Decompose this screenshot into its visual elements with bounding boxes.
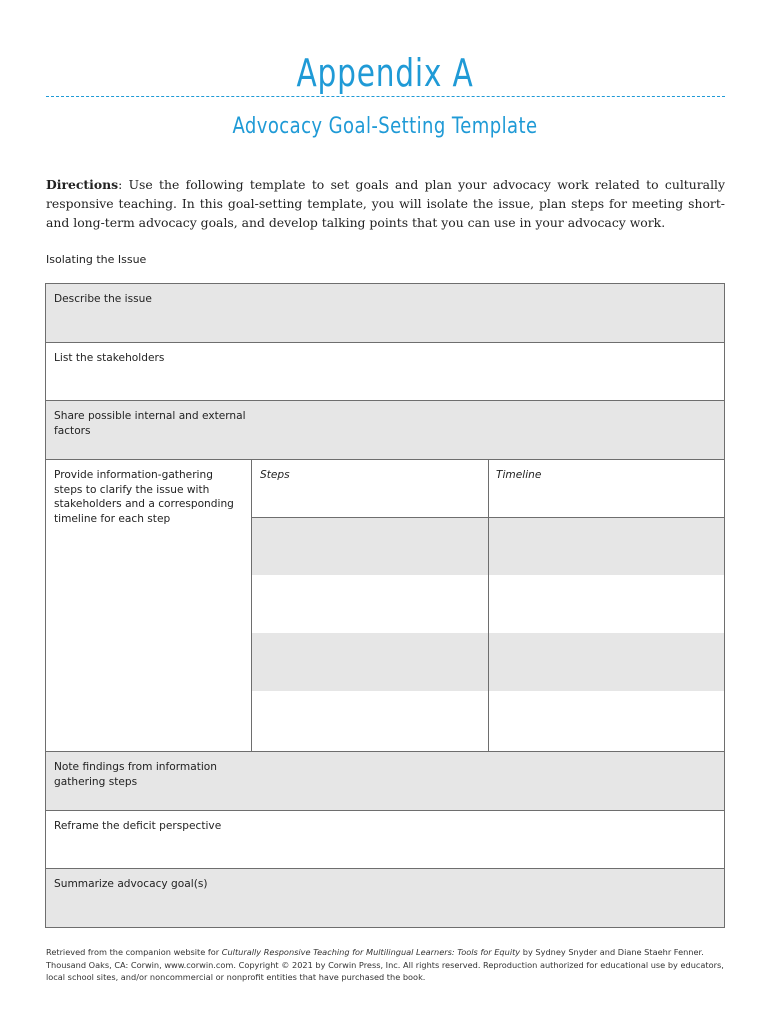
row-label: Describe the issue [54,293,152,305]
table-row-factors[interactable] [46,401,724,460]
footer-suffix: by Sydney Snyder and Diane Staehr Fenner. Thousand Oaks, CA: Corwin, www.corwin.com. Copyright © 2021 by Corwin Press, Inc. All rights reserved. Reproduction authorized for educational use by educators, local school sites, and/or noncommercial or nonprofit entities that have purchased the book. [46,947,724,982]
table-row-reframe[interactable] [46,811,724,869]
row-label: Reframe the deficit perspective [54,820,222,832]
page-subtitle: Advocacy Goal-Setting Template [232,114,538,139]
timeline-cell-1[interactable] [488,460,724,517]
steps-cell-1[interactable] [252,460,488,517]
table-row-stakeholders[interactable] [46,343,724,401]
row-label: Share possible internal and external factors [54,410,246,437]
footer-book-title: Culturally Responsive Teaching for Multilingual Learners: Tools for Equity [221,947,521,957]
row-label: Summarize advocacy goal(s) [54,878,208,890]
page-title: Appendix A [296,51,474,95]
steps-rule [252,517,724,518]
dashed-divider [46,96,725,97]
column-divider-right [488,460,489,751]
table-row-summarize[interactable] [46,869,724,927]
goal-setting-table [45,283,725,928]
directions-label: Directions [46,177,119,192]
row-label: List the stakeholders [54,352,165,364]
footer-prefix: Retrieved from the companion website for [46,947,222,957]
row-label: Provide information-gathering steps to clarify the issue with stakeholders and a corresponding timeline for each step [54,469,234,525]
timeline-header: Timeline [496,469,542,481]
row-label: Note findings from information gathering steps [54,761,217,788]
table-row-findings[interactable] [46,752,724,811]
steps-header: Steps [260,469,290,481]
directions-text: : Use the following template to set goals and plan your advocacy work related to culturally responsive teaching. In this goal-setting template, you will isolate the issue, plan steps for meeting short- and long-term advocacy goals, and develop talking points that you can use in your advocacy work. [46,177,725,230]
footer-credit [46,946,726,984]
table-row-info-gathering [46,460,724,752]
column-divider-left [251,460,252,751]
section-heading: Isolating the Issue [46,253,147,266]
directions-paragraph [46,175,725,232]
table-row-describe-issue[interactable] [46,284,724,343]
